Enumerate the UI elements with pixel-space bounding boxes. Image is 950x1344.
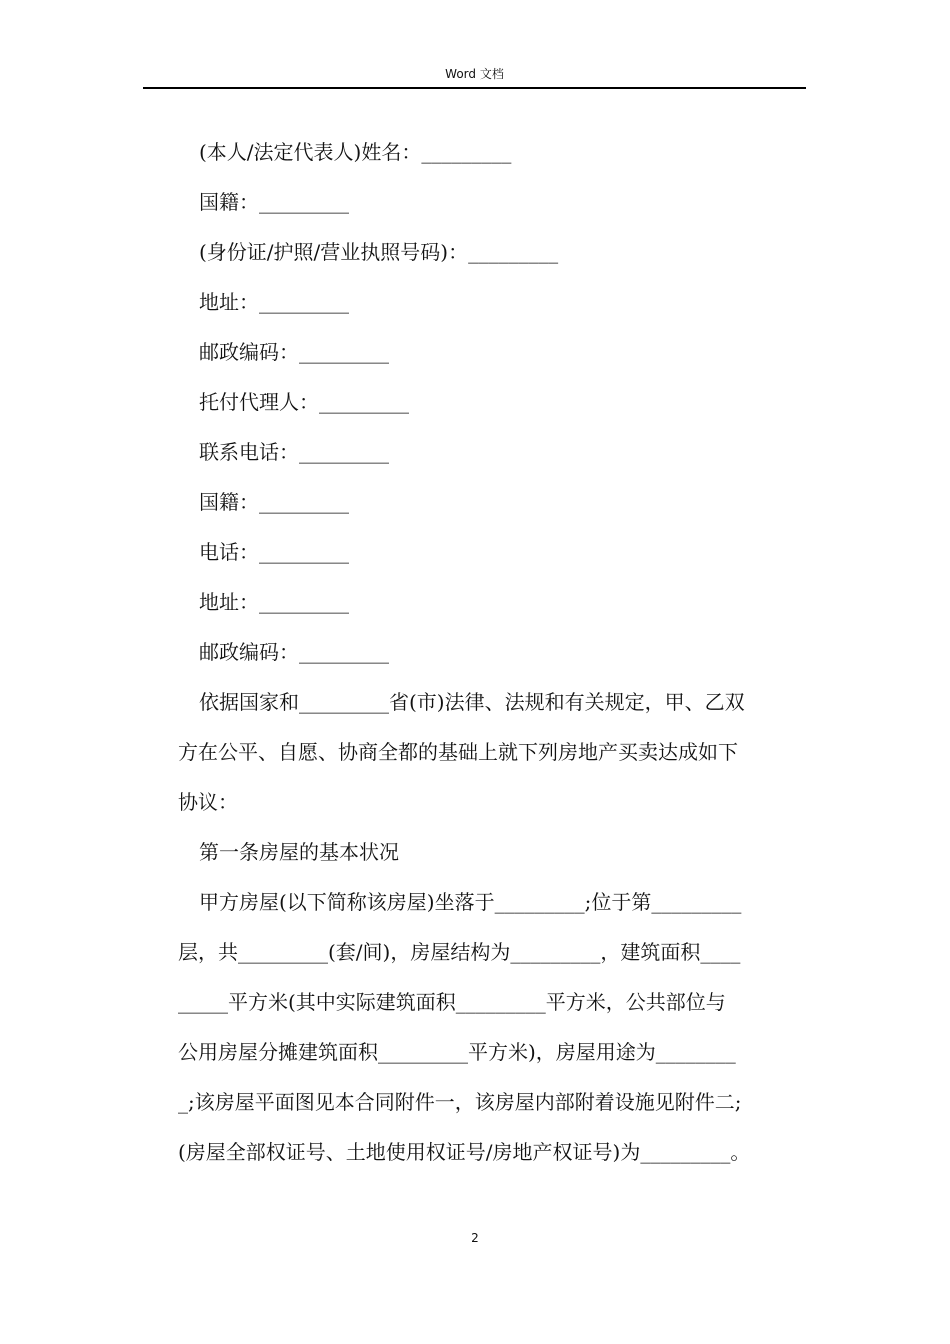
field-address: 地址：_________ [199,290,349,314]
field-nationality: 国籍：_________ [199,190,349,214]
article-1-line-4: 公用房屋分摊建筑面积_________平方米)，房屋用途为________ [178,1040,736,1064]
paragraph-basis-line-3: 协议： [178,790,238,814]
field-nationality-2: 国籍：_________ [199,490,349,514]
field-name: (本人/法定代表人)姓名：_________ [199,140,512,164]
page-number: 2 [471,1231,479,1245]
field-phone: 电话：_________ [199,540,349,564]
article-1-line-5: _;该房屋平面图见本合同附件一，该房屋内部附着设施见附件二; [178,1090,742,1114]
field-id-number: (身份证/护照/营业执照号码)：_________ [199,240,559,264]
paragraph-basis-line-1: 依据国家和_________省(市)法律、法规和有关规定，甲、乙双 [199,690,745,714]
field-postal-code: 邮政编码：_________ [199,340,389,364]
article-1-line-2: 层，共_________(套/间)，房屋结构为_________，建筑面积____ [178,940,741,964]
field-contact-phone: 联系电话：_________ [199,440,389,464]
header-divider [143,87,806,89]
page-header: Word 文档 [445,67,504,81]
document-body [178,127,804,1177]
paragraph-basis-line-2: 方在公平、自愿、协商全都的基础上就下列房地产买卖达成如下 [178,740,738,764]
field-agent: 托付代理人：_________ [199,390,409,414]
article-1-line-6: (房屋全部权证号、土地使用权证号/房地产权证号)为_________。 [178,1140,751,1164]
article-1-line-1: 甲方房屋(以下简称该房屋)坐落于_________;位于第_________ [199,890,742,914]
article-1-line-3: _____平方米(其中实际建筑面积_________平方米，公共部位与 [178,990,726,1014]
article-1-heading: 第一条房屋的基本状况 [199,840,399,864]
field-postal-code-2: 邮政编码：_________ [199,640,389,664]
field-address-2: 地址：_________ [199,590,349,614]
